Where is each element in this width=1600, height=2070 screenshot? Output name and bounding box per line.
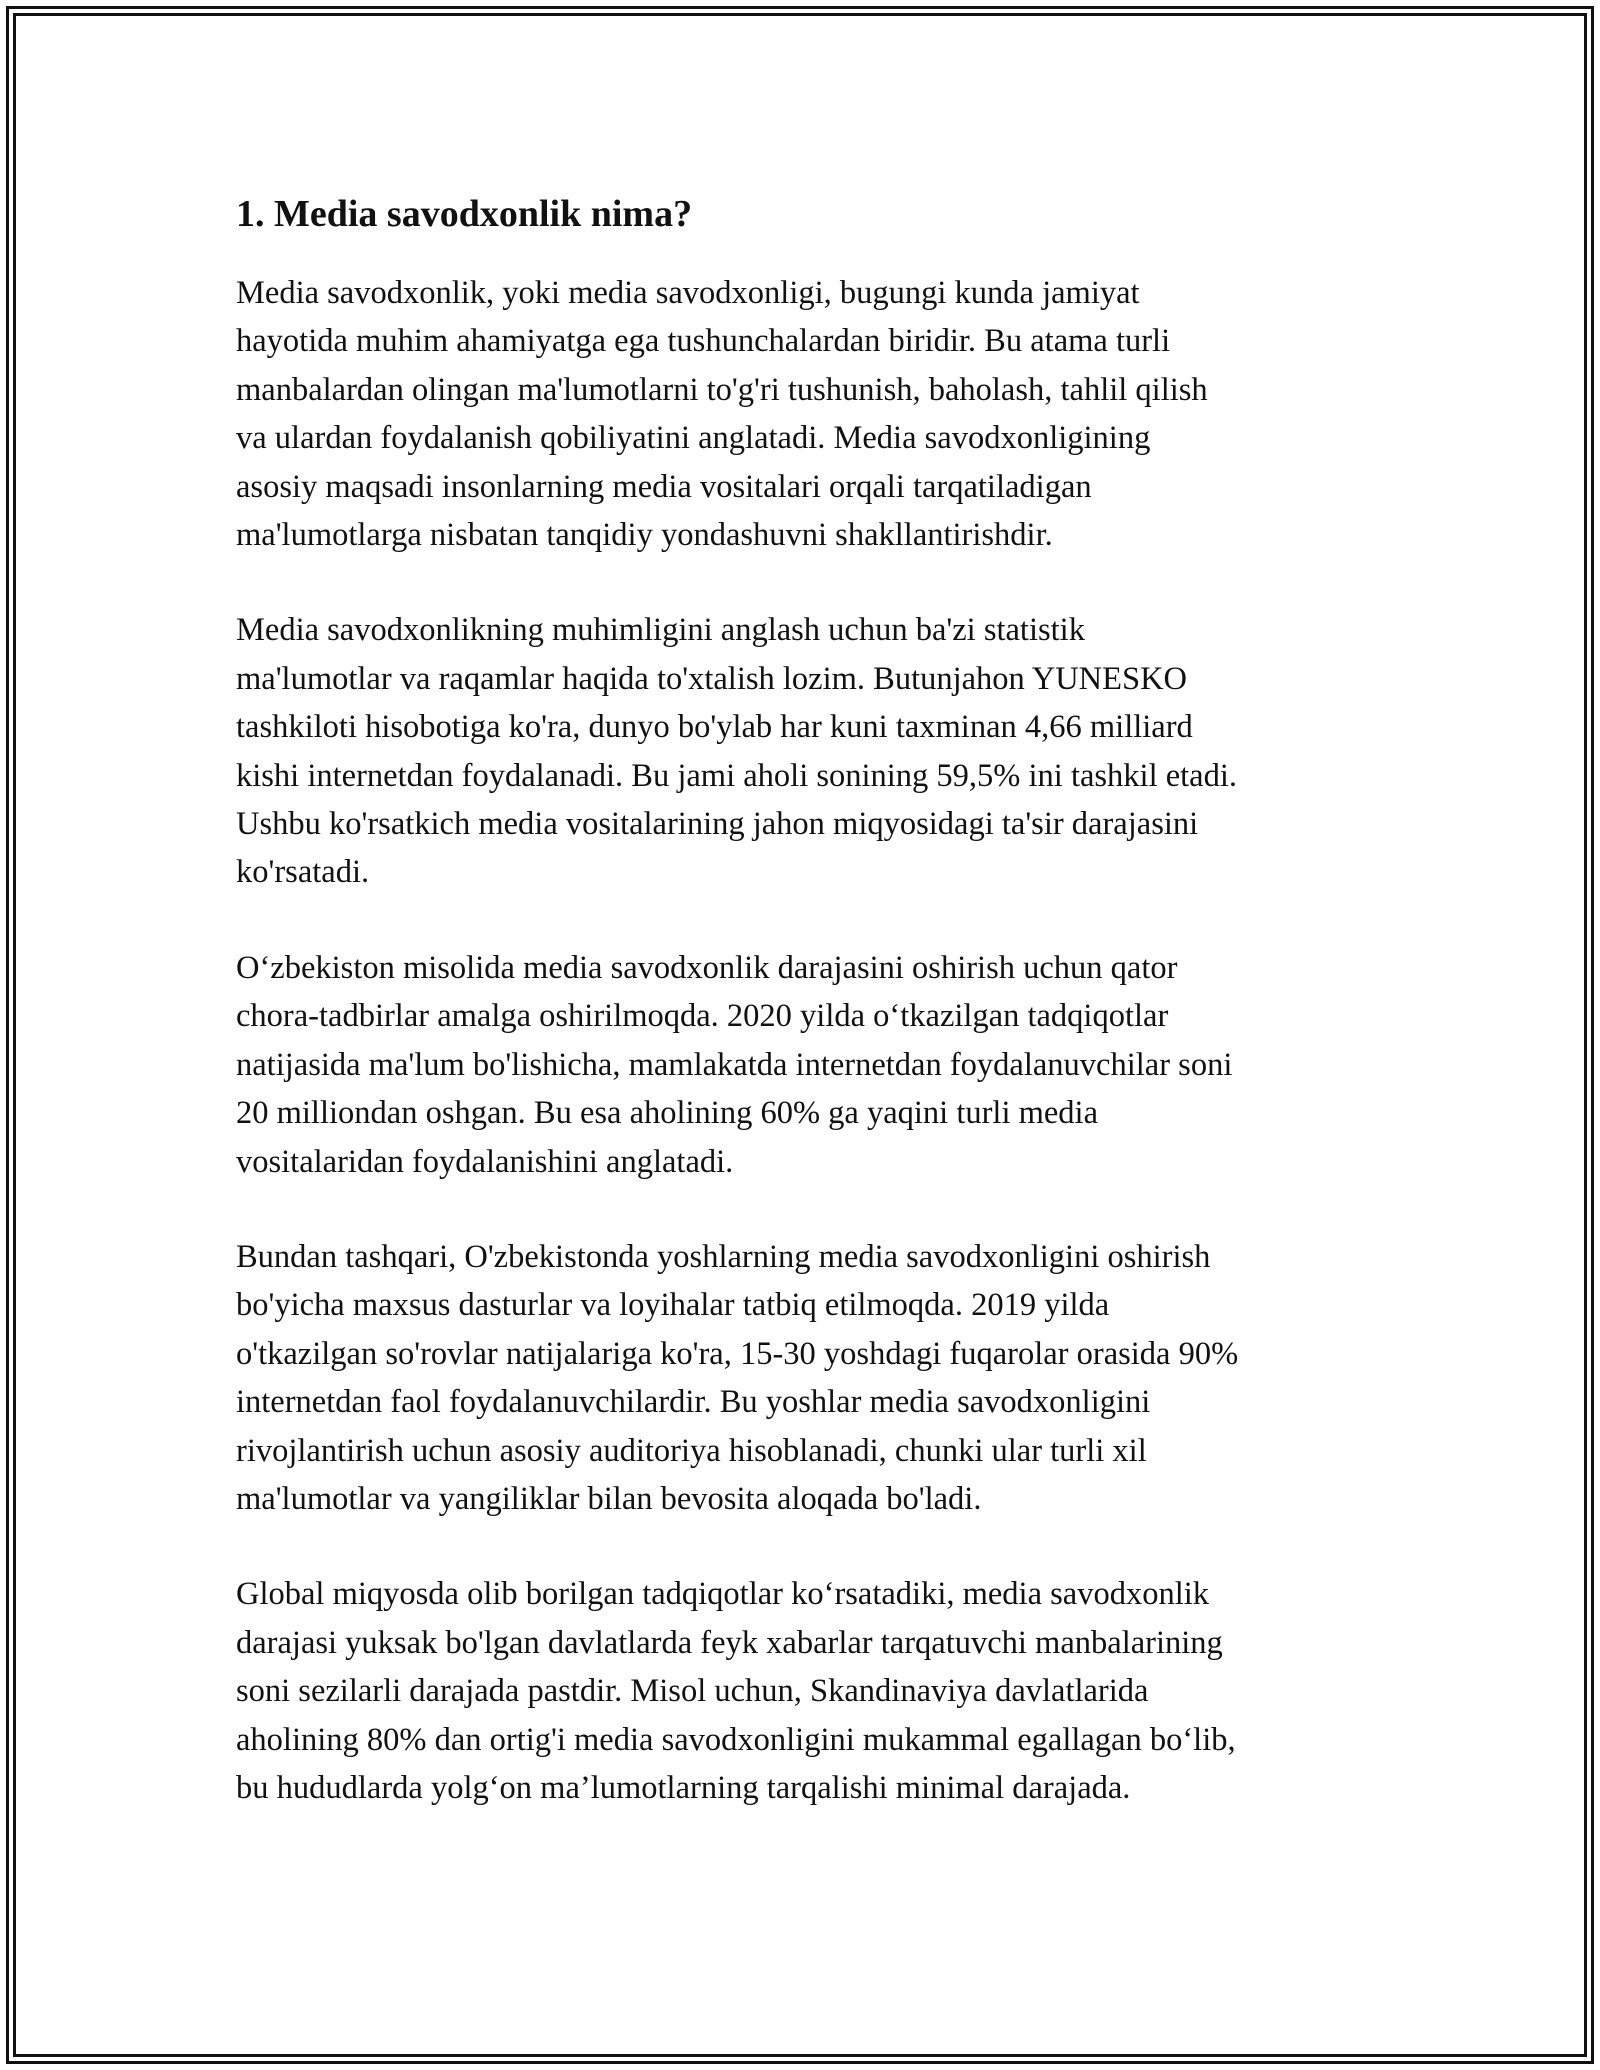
- paragraph-line: ko'rsatadi.: [236, 854, 370, 891]
- paragraph-line: manbalardan olingan ma'lumotlarni to'g'ri tushunish, baholash, tahlil qilish: [236, 371, 1208, 408]
- paragraph-line: darajasi yuksak bo'lgan davlatlarda feyk xabarlar tarqatuvchi manbalarining: [236, 1624, 1223, 1661]
- paragraph-line: soni sezilarli darajada pastdir. Misol uchun, Skandinaviya davlatlarida: [236, 1673, 1149, 1710]
- paragraph-line: Ushbu ko'rsatkich media vositalarining jahon miqyosidagi ta'sir darajasini: [236, 806, 1199, 843]
- paragraph-1: [236, 269, 1386, 559]
- paragraph-line: Media savodxonlik, yoki media savodxonligi, bugungi kunda jamiyat: [236, 275, 1140, 311]
- paragraph-2: [236, 606, 1386, 896]
- paragraph-line: bo'yicha maxsus dasturlar va loyihalar tatbiq etilmoqda. 2019 yilda: [236, 1287, 1110, 1324]
- paragraph-line: internetdan faol foydalanuvchilardir. Bu yoshlar media savodxonligini: [236, 1384, 1151, 1421]
- paragraph-line: ma'lumotlar va raqamlar haqida to'xtalish lozim. Butunjahon YUNESKO: [236, 660, 1188, 697]
- paragraph-4: [236, 1233, 1386, 1523]
- paragraph-line: kishi internetdan foydalanadi. Bu jami aholi sonining 59,5% ini tashkil etadi.: [236, 757, 1238, 794]
- paragraph-line: Global miqyosda olib borilgan tadqiqotlar ko‘rsatadiki, media savodxonlik: [236, 1576, 1210, 1613]
- paragraph-line: 20 milliondan oshgan. Bu esa aholining 60% ga yaqini turli media: [236, 1095, 1099, 1132]
- section-heading: 1. Media savodxonlik nima?: [236, 193, 693, 235]
- paragraph-line: vositalaridan foydalanishini anglatadi.: [236, 1143, 734, 1180]
- paragraph-line: ma'lumotlarga nisbatan tanqidiy yondashuvni shakllantirishdir.: [236, 517, 1053, 554]
- paragraph-3: [236, 944, 1386, 1186]
- paragraph-line: Media savodxonlikning muhimligini anglash uchun ba'zi statistik: [236, 612, 1085, 649]
- paragraph-line: tashkiloti hisobotiga ko'ra, dunyo bo'ylab har kuni taxminan 4,66 milliard: [236, 709, 1193, 746]
- document-body: [236, 187, 1386, 1859]
- paragraph-line: asosiy maqsadi insonlarning media vositalari orqali tarqatiladigan: [236, 468, 1092, 505]
- paragraph-line: va ulardan foydalanish qobiliyatini anglatadi. Media savodxonligining: [236, 420, 1151, 457]
- paragraph-line: rivojlantirish uchun asosiy auditoriya hisoblanadi, chunki ular turli xil: [236, 1432, 1147, 1469]
- paragraph-line: chora-tadbirlar amalga oshirilmoqda. 2020 yilda o‘tkazilgan tadqiqotlar: [236, 998, 1169, 1035]
- paragraph-line: Bundan tashqari, O'zbekistonda yoshlarning media savodxonligini oshirish: [236, 1238, 1211, 1275]
- paragraph-line: aholining 80% dan ortig'i media savodxonligini mukammal egallagan bo‘lib,: [236, 1721, 1236, 1758]
- paragraph-line: hayotida muhim ahamiyatga ega tushunchalardan biridir. Bu atama turli: [236, 323, 1171, 360]
- paragraph-line: bu hududlarda yolg‘on ma’lumotlarning tarqalishi minimal darajada.: [236, 1769, 1131, 1806]
- paragraph-line: natijasida ma'lum bo'lishicha, mamlakatda internetdan foydalanuvchilar soni: [236, 1046, 1233, 1083]
- paragraph-line: O‘zbekiston misolida media savodxonlik darajasini oshirish uchun qator: [236, 949, 1178, 986]
- paragraph-line: o'tkazilgan so'rovlar natijalariga ko'ra, 15-30 yoshdagi fuqarolar orasida 90%: [236, 1335, 1239, 1372]
- paragraph-line: ma'lumotlar va yangiliklar bilan bevosita aloqada bo'ladi.: [236, 1480, 982, 1517]
- paragraph-5: [236, 1570, 1386, 1812]
